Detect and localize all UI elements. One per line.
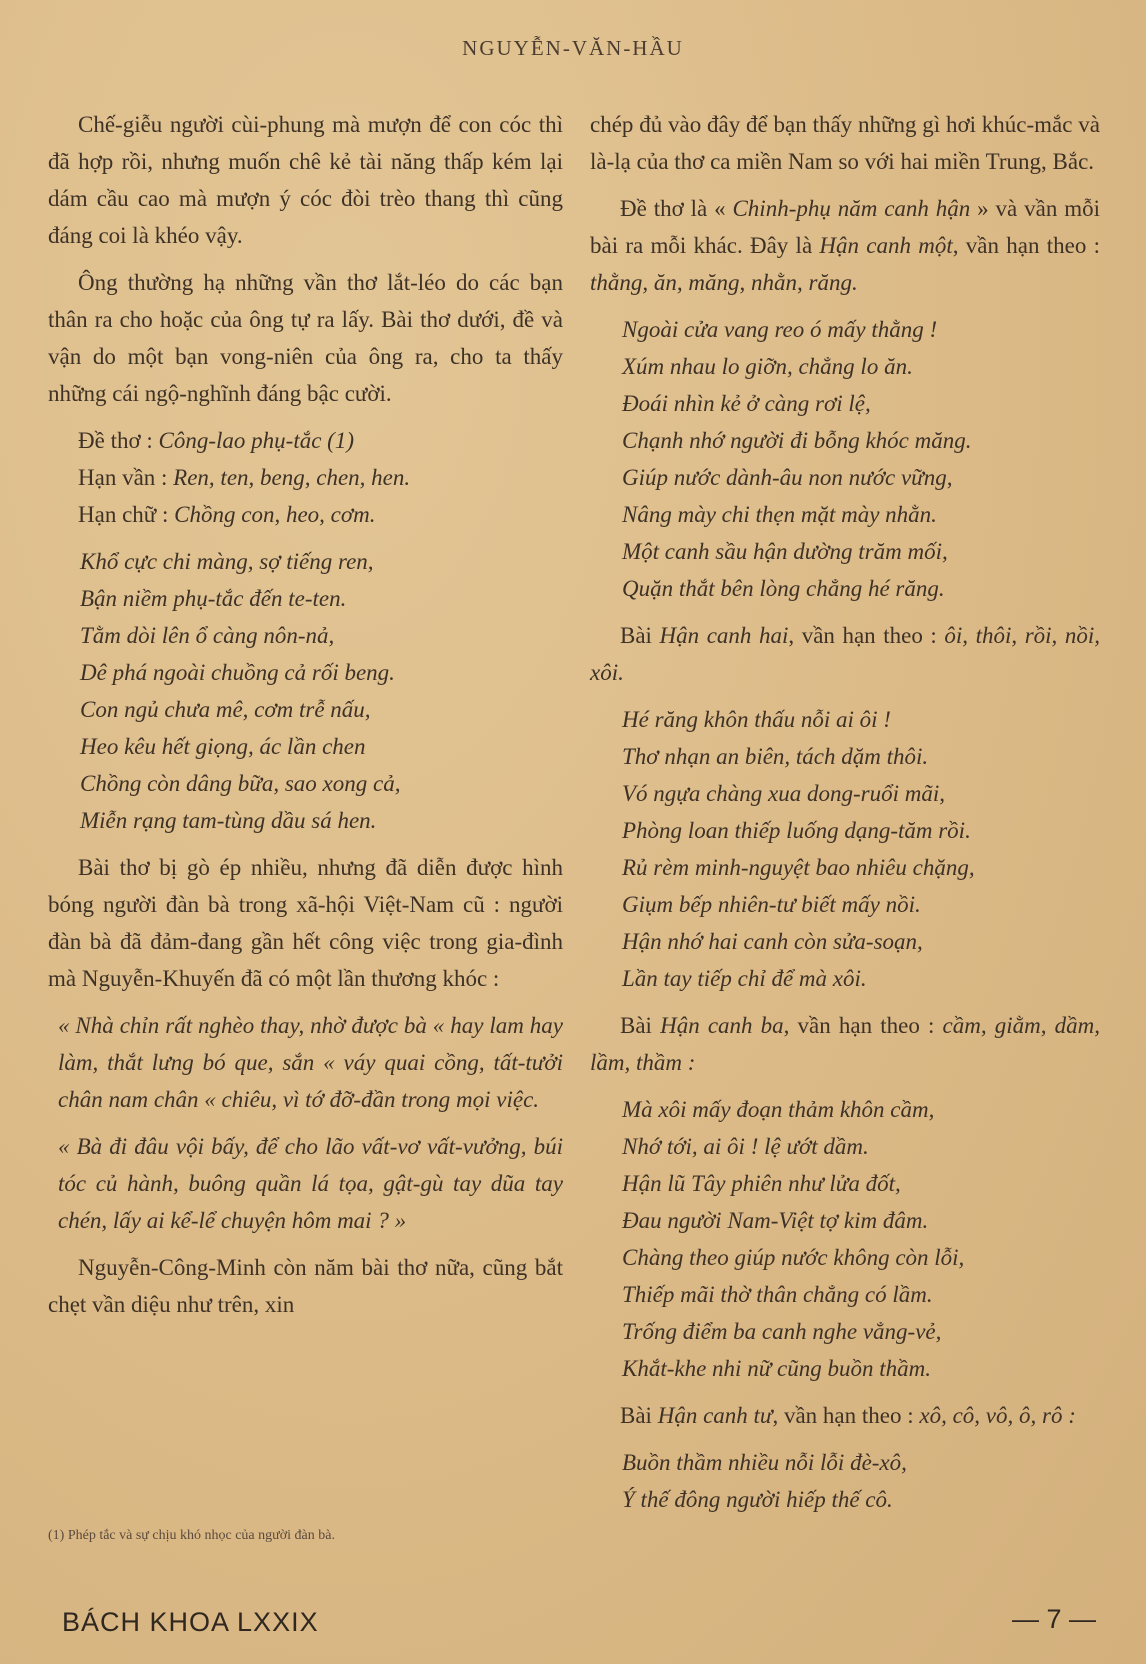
poem-line: Lần tay tiếp chỉ để mà xôi. — [622, 966, 867, 991]
paragraph: chép đủ vào đây để bạn thấy những gì hơi khúc-mắc và là-lạ của thơ ca miền Nam so với hai miền Trung, Bắc. — [590, 112, 1100, 174]
right-column — [590, 106, 1100, 1518]
meta-line — [78, 496, 563, 533]
poem-line: Đau người Nam-Việt tợ kim đâm. — [622, 1208, 929, 1233]
poem-line: Tằm dòi lên ổ càng nôn-nả, — [80, 623, 335, 648]
poem-subtitle: Hận canh một — [819, 233, 953, 258]
poem-line: Một canh sầu hận dường trăm mối, — [622, 539, 948, 564]
paragraph: Chế-giễu người cùi-phung mà mượn để con cóc thì đã hợp rồi, nhưng muốn chê kẻ tài năng thấp kém lại dám cầu cao mà mượn ý cóc đòi trèo thang thì cũng đáng coi là khéo vậy. — [48, 112, 563, 248]
poem-line: Khổ cực chi màng, sợ tiếng ren, — [80, 549, 374, 574]
text-span: Đề thơ là « — [620, 196, 733, 221]
meta-value: Công-lao phụ-tắc (1) — [158, 428, 354, 453]
meta-label: Hạn vần : — [78, 465, 168, 490]
paragraph: Nguyễn-Công-Minh còn năm bài thơ nữa, cũng bắt chẹt vần diệu như trên, xin — [48, 1255, 563, 1317]
poem-line: Nhớ tới, ai ôi ! lệ ướt dầm. — [622, 1134, 869, 1159]
poem-line: Heo kêu hết giọng, ác lần chen — [80, 734, 366, 759]
text-span: Bài — [620, 623, 660, 648]
meta-label: Hạn chữ : — [78, 502, 169, 527]
rhyme-list: thằng, ăn, măng, nhằn, răng. — [590, 270, 858, 295]
meta-value: Chồng con, heo, cơm. — [174, 502, 376, 527]
meta-value: Ren, ten, beng, chen, hen. — [173, 465, 411, 490]
paragraph — [590, 1397, 1100, 1434]
poem-line: Ngoài cửa vang reo ó mấy thằng ! — [622, 317, 938, 342]
quote: « Bà đi đâu vội bấy, để cho lão vất-vơ vất-vưởng, búi tóc củ hành, buông quần lá tọa, gật-gù tay dũa tay chén, lấy ai kể-lể chuyện hôm mai ? » — [58, 1134, 563, 1233]
poem-line: Quặn thắt bên lòng chẳng hé răng. — [622, 576, 945, 601]
poem-line: Thơ nhạn an biên, tách dặm thôi. — [622, 744, 929, 769]
poem-line: Con ngủ chưa mê, cơm trễ nấu, — [80, 697, 371, 722]
paragraph — [590, 617, 1100, 691]
poem-line: Hận nhớ hai canh còn sửa-soạn, — [622, 929, 923, 954]
paragraph: Bài thơ bị gò ép nhiều, nhưng đã diễn được hình bóng người đàn bà trong xã-hội Việt-Nam cũ : người đàn bà đã đảm-đang gần hết công việc trong gia-đình mà Nguyễn-Khuyến đã có một lần thương khóc : — [48, 855, 563, 991]
poem-title: Chinh-phụ năm canh hận — [732, 196, 971, 221]
poem-line: Chàng theo giúp nước không còn lỗi, — [622, 1245, 965, 1270]
poem — [590, 1444, 1100, 1518]
text-span: » và vần mỗi bài ra mỗi khác. Đây là — [590, 196, 1100, 258]
quote: « Nhà chỉn rất nghèo thay, nhờ được bà « hay lam hay làm, thắt lưng bó que, sắn « váy quai cồng, tất-tưởi chân nam chân « chiêu, vì tớ đỡ-đần trong mọi việc. — [58, 1013, 563, 1112]
poem-line: Thiếp mãi thờ thân chẳng có lầm. — [622, 1282, 933, 1307]
poem-line: Xúm nhau lo giỡn, chẳng lo ăn. — [622, 354, 913, 379]
poem-subtitle: Hận canh ba — [660, 1013, 784, 1038]
poem-line: Giúp nước dành-âu non nước vững, — [622, 465, 953, 490]
left-column — [48, 106, 563, 1323]
poem-line: Hận lũ Tây phiên như lửa đốt, — [622, 1171, 901, 1196]
footnote: (1) Phép tắc và sự chịu khó nhọc của người đàn bà. — [48, 1528, 335, 1543]
page-number: — 7 — — [1011, 1604, 1096, 1634]
poem-line: Miễn rạng tam-tùng dầu sá hen. — [80, 808, 377, 833]
poem-line: Hé răng khôn thấu nỗi ai ôi ! — [622, 707, 891, 732]
poem-line: Nâng mày chi thẹn mặt mày nhằn. — [622, 502, 937, 527]
poem-line: Bận niềm phụ-tắc đến te-ten. — [80, 586, 347, 611]
paragraph — [590, 190, 1100, 301]
poem-subtitle: Hận canh hai — [659, 623, 789, 648]
poem — [48, 543, 563, 839]
rhyme-list: ôi, thôi, rồi, nồi, xôi. — [590, 623, 1101, 685]
poem-line: Trống điểm ba canh nghe vẳng-vẻ, — [622, 1319, 942, 1344]
text-span: , vần hạn theo : — [788, 623, 945, 648]
poem-line: Buồn thầm nhiều nỗi lỗi đè-xô, — [622, 1450, 907, 1475]
text-span: , vần hạn theo : — [783, 1013, 943, 1038]
poem-metadata — [48, 422, 563, 533]
rhyme-list: cầm, giằm, dầm, lầm, thầm : — [590, 1013, 1100, 1075]
poem — [590, 701, 1100, 997]
text-span: Bài — [620, 1403, 658, 1428]
rhyme-list: xô, cô, vô, ô, rô : — [919, 1403, 1076, 1428]
poem-line: Phòng loan thiếp luống dạng-tăm rồi. — [622, 818, 971, 843]
poem-line: Ý thế đông người hiếp thế cô. — [622, 1487, 893, 1512]
paragraph — [590, 1007, 1100, 1081]
paragraph: Ông thường hạ những vần thơ lắt-léo do các bạn thân ra cho hoặc của ông tự ra lấy. Bài thơ dưới, đề và vận do một bạn vong-niên của ông ra, cho ta thấy những cái ngộ-nghĩnh đáng bậc cười. — [48, 270, 563, 406]
poem — [590, 311, 1100, 607]
poem — [590, 1091, 1100, 1387]
text-span: , vần hạn theo : — [772, 1403, 920, 1428]
poem-line: Giụm bếp nhiên-tư biết mấy nồi. — [622, 892, 921, 917]
poem-line: Dê phá ngoài chuồng cả rối beng. — [80, 660, 395, 685]
poem-line: Chạnh nhớ người đi bỗng khóc măng. — [622, 428, 972, 453]
poem-line: Đoái nhìn kẻ ở càng rơi lệ, — [622, 391, 871, 416]
poem-line: Chồng còn dâng bữa, sao xong cả, — [80, 771, 401, 796]
meta-line — [78, 422, 563, 459]
poem-line: Rủ rèm minh-nguyệt bao nhiêu chặng, — [622, 855, 975, 880]
poem-line: Mà xôi mấy đoạn thảm khôn cầm, — [622, 1097, 935, 1122]
poem-line: Khắt-khe nhi nữ cũng buồn thầm. — [622, 1356, 931, 1381]
text-span: , vần hạn theo : — [952, 233, 1100, 258]
magazine-name: BÁCH KHOA LXXIX — [62, 1607, 319, 1637]
meta-line — [78, 459, 563, 496]
meta-label: Đề thơ : — [78, 428, 153, 453]
poem-subtitle: Hận canh tư — [657, 1403, 773, 1428]
text-span: Bài — [620, 1013, 661, 1038]
poem-line: Vó ngựa chàng xua dong-ruổi mãi, — [622, 781, 946, 806]
page-header: NGUYỄN-VĂN-HẦU — [462, 36, 684, 60]
